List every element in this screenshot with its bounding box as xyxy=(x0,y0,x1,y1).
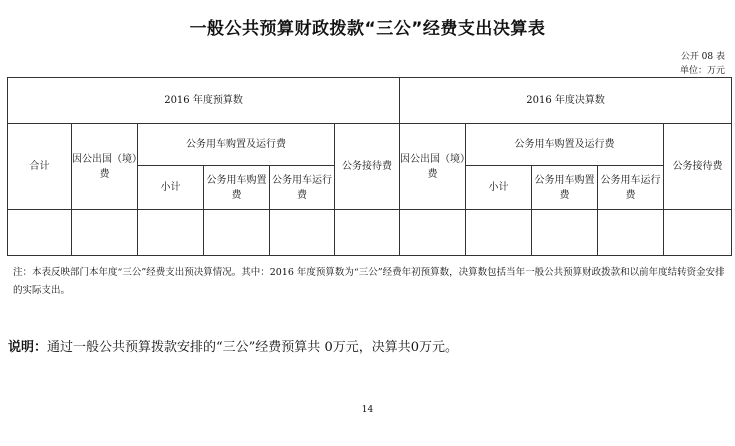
page-number: 14 xyxy=(361,405,374,415)
final-vehicle-purchase-header: 公务用车购置费 xyxy=(532,166,598,210)
final-subtotal-header: 小计 xyxy=(466,166,532,210)
budget-group-header: 2016 年度预算数 xyxy=(8,78,400,124)
table-cell xyxy=(270,210,335,256)
table-cell xyxy=(8,210,72,256)
form-code: 公开 08 表 xyxy=(680,52,725,62)
unit-label: 单位：万元 xyxy=(679,66,725,76)
budget-abroad-header: 因公出国（境）费 xyxy=(72,124,138,210)
table-cell xyxy=(138,210,204,256)
table-cell xyxy=(532,210,598,256)
budget-total-header: 合计 xyxy=(8,124,72,210)
table-cell xyxy=(598,210,664,256)
budget-vehicle-header: 公务用车购置及运行费 xyxy=(138,124,335,166)
budget-subtotal-header: 小计 xyxy=(138,166,204,210)
table-cell xyxy=(335,210,400,256)
page-title: 一般公共预算财政拨款“三公”经费支出决算表 xyxy=(189,19,546,39)
final-group-header: 2016 年度决算数 xyxy=(400,78,732,124)
table-note: 注：本表反映部门本年度“三公”经费支出预决算情况。其中：2016 年度预算数为“三公”经费年初预算数，决算数包括当年一般公共预算财政拨款和以前年度结转资金安排的实际支出。 xyxy=(13,267,725,296)
final-abroad-header: 因公出国（境）费 xyxy=(400,124,466,210)
table-row xyxy=(8,210,732,256)
table-cell xyxy=(400,210,466,256)
final-vehicle-operation-header: 公务用车运行费 xyxy=(598,166,664,210)
explanation-text: 通过一般公共预算拨款安排的“三公”经费预算共 0万元，决算共0万元。 xyxy=(47,340,458,355)
budget-vehicle-operation-header: 公务用车运行费 xyxy=(270,166,335,210)
table-cell xyxy=(466,210,532,256)
three-public-expenses-table xyxy=(7,77,732,256)
explanation xyxy=(8,338,728,358)
explanation-label: 说明： xyxy=(8,340,48,355)
table-cell xyxy=(72,210,138,256)
budget-reception-header: 公务接待费 xyxy=(335,124,400,210)
table-cell xyxy=(204,210,270,256)
budget-vehicle-purchase-header: 公务用车购置费 xyxy=(204,166,270,210)
final-vehicle-header: 公务用车购置及运行费 xyxy=(466,124,664,166)
table-cell xyxy=(664,210,732,256)
final-reception-header: 公务接待费 xyxy=(664,124,732,210)
